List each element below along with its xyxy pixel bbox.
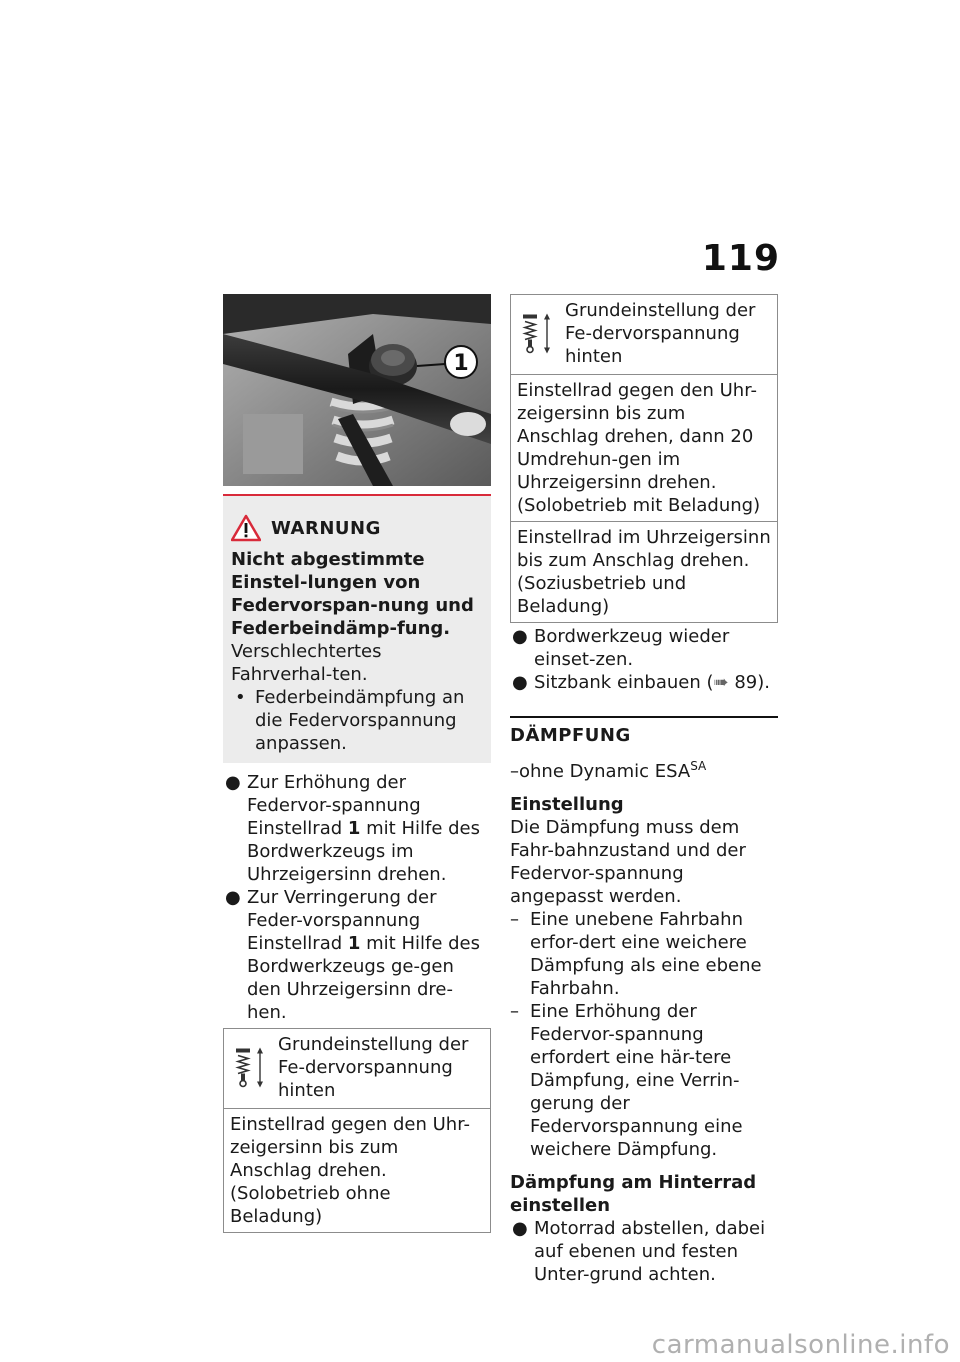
warning-text: Verschlechtertes Fahrverhal-ten. — [231, 641, 382, 685]
warning-title: WARNUNG — [271, 517, 381, 539]
warning-header — [231, 514, 483, 542]
setting-table-header — [511, 295, 777, 375]
setting-table-row: Einstellrad gegen den Uhr-zeigersinn bis zum Anschlag drehen. (Solobetrieb ohne Beladung) — [230, 1114, 470, 1227]
final-steps — [510, 625, 778, 694]
section-title: DÄMPFUNG — [510, 716, 778, 747]
list-item: – Eine Erhöhung der Federvor-spannung erfordert eine här-tere Dämpfung, eine Verrin-gerung der Federvorspannung eine weichere Dämpfung. — [510, 1001, 743, 1160]
list-item: • Federbeindämpfung an die Federvorspannung anpassen. — [235, 687, 465, 754]
spring-preload-icon — [230, 1033, 270, 1102]
section-intro: Die Dämpfung muss dem Fahr-bahnzustand und der Federvor-spannung angepasst werden. — [510, 817, 746, 907]
sa-badge: SA — [690, 759, 707, 773]
warning-triangle-icon — [231, 514, 261, 542]
page-number: 119 — [701, 238, 780, 279]
preload-adjuster-illustration — [223, 294, 491, 486]
setting-table-title: Grundeinstellung der Fe-dervorspannung hinten — [278, 1034, 469, 1101]
basic-setting-table-left — [223, 1028, 491, 1233]
suspension-photo — [223, 294, 491, 486]
setting-table-row: Einstellrad gegen den Uhr-zeigersinn bis zum Anschlag drehen, dann 20 Umdrehun-gen im Uhrzeigersinn drehen. (Solobetrieb mit Beladung) — [511, 375, 777, 522]
list-item: ● Sitzbank einbauen (➠ 89). — [512, 672, 771, 693]
damping-steps — [510, 1217, 778, 1286]
list-item: – Eine unebene Fahrbahn erfor-dert eine weichere Dämpfung als eine ebene Fahrbahn. — [510, 909, 762, 999]
setting-table-row: Einstellrad im Uhrzeigersinn bis zum Anschlag drehen. (Soziusbetrieb und Beladung) — [517, 527, 771, 617]
damping-notes — [510, 908, 778, 1161]
subsection-title: Einstellung — [510, 794, 624, 815]
adjustment-steps — [223, 771, 491, 1024]
left-column — [223, 294, 491, 1233]
list-item: ● Zur Erhöhung der Federvor-spannung Einstellrad 1 mit Hilfe des Bordwerkzeugs im Uhrzeigersinn drehen. — [225, 772, 480, 885]
basic-setting-table-right — [510, 294, 778, 623]
page-reference-link[interactable]: 89 — [734, 672, 758, 693]
callout-number: 1 — [453, 351, 469, 376]
spring-preload-icon — [517, 299, 557, 368]
variant-note: –ohne Dynamic $ESA^{SA}$ — [510, 759, 707, 782]
setting-table-title: Grundeinstellung der Fe-dervorspannung hinten — [565, 300, 756, 367]
watermark: carmanualsonline.info — [651, 1330, 950, 1360]
subsection-title: Dämpfung am Hinterrad einstellen — [510, 1172, 757, 1216]
right-column — [510, 294, 778, 1286]
page-reference-arrow-icon: ➠ — [713, 672, 729, 693]
list-item: ● Motorrad abstellen, dabei auf ebenen und festen Unter-grund achten. — [512, 1218, 766, 1285]
warning-heading: Nicht abgestimmte Einstel-lungen von Federvorspan-nung und Federbeindämp-fung. — [231, 549, 474, 639]
list-item: ● Bordwerkzeug wieder einset-zen. — [512, 626, 730, 670]
list-item: ● Zur Verringerung der Feder-vorspannung Einstellrad 1 mit Hilfe des Bordwerkzeugs ge-gen den Uhrzeigersinn dre-hen. — [225, 887, 480, 1023]
setting-table-header — [224, 1029, 490, 1109]
warning-bullets — [231, 686, 483, 755]
warning-box — [223, 494, 491, 763]
